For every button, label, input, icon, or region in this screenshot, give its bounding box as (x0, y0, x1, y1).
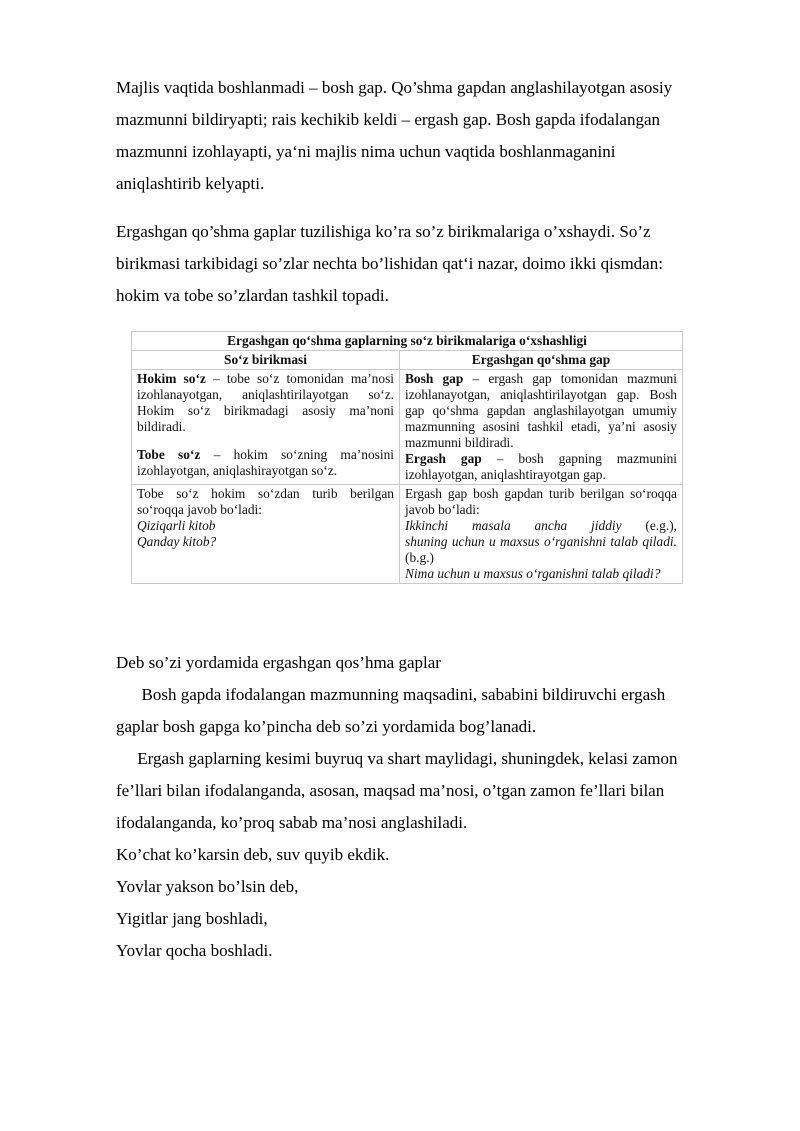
example-qanday-kitob: Qanday kitob? (137, 534, 217, 549)
paragraph1-line4: aniqlashtirib kelyapti. (116, 174, 265, 193)
paragraph4-line1: Ergash gaplarning kesimi buyruq va shart maylidagi, shuningdek, kelasi zamon (116, 749, 678, 768)
hokim-soz-text: – tobe so‘z tomonidan ma’nosi izohlanayotgan, aniqlashtirilayotgan so‘z. Hokim so‘z birikmadagi asosiy ma’noni bildiradi. (137, 371, 394, 434)
paragraph4-line2: fe’llari bilan ifodalanganda, asosan, maqsad ma’nosi, o’tgan zamon fe’llari bilan (116, 781, 665, 800)
example-line: Yovlar qocha boshladi. (116, 941, 273, 960)
ergash-gap-text: – bosh gapning mazmunini izohlayotgan, aniqlashtirayotgan gap. (405, 451, 677, 482)
hokim-soz-definition (137, 371, 394, 435)
term-bosh-gap: Bosh gap (405, 371, 464, 386)
example-line: Yigitlar jang boshladi, (116, 909, 268, 928)
term-hokim-soz: Hokim so‘z (137, 371, 206, 386)
example-nima-uchun: Nima uchun u maxsus o‘rganishni talab qiladi? (405, 566, 661, 581)
table-header-col2: Ergashgan qo‘shma gap (400, 351, 683, 370)
tobe-question-text: Tobe so‘z hokim so‘zdan turib berilgan so‘roqqa javob bo‘ladi: (137, 486, 394, 517)
paragraph2-line2: birikmasi tarkibidagi so’zlar nechta bo’lishidan qat‘i nazar, doimo ikki qismdan: (116, 254, 663, 273)
bosh-gap-text: – ergash gap tomonidan mazmuni izohlanayotgan, aniqlashtirilayotgan gap. Bosh gap qo‘shma gapdan anglashilayotgan umumiy mazmunning asosini tashkil etadi, ya’ni asosiy mazmunni bildiradi. (405, 371, 677, 450)
table-row (132, 370, 683, 485)
example-shuning-uchun (405, 534, 677, 566)
paragraph3-line2: gaplar bosh gapga ko’pincha deb so’zi yordamida bog’lanadi. (116, 717, 537, 736)
example-ikkinchi-masala-text: Ikkinchi masala ancha jiddiy (405, 518, 622, 533)
example-shuning-uchun-text: shuning uchun u maxsus o‘rganishni talab qiladi. (405, 534, 677, 549)
term-ergash-gap: Ergash gap (405, 451, 482, 466)
paragraph1-line1: Majlis vaqtida boshlanmadi – bosh gap. Qo’shma gapdan anglashilayotgan asosiy (116, 78, 673, 97)
paragraph1-line2: mazmunni bildiryapti; rais kechikib keldi – ergash gap. Bosh gapda ifodalangan (116, 110, 661, 129)
term-tobe-soz: Tobe so‘z (137, 447, 201, 462)
section-heading: Deb so’zi yordamida ergashgan qos’hma gaplar (116, 653, 441, 672)
table-cell-hokim-tobe (132, 370, 400, 485)
tag-bg: (b.g.) (405, 550, 435, 565)
table-header-col1: So‘z birikmasi (132, 351, 400, 370)
paragraph3-line1: Bosh gapda ifodalangan mazmunning maqsadini, sababini bildiruvchi ergash (116, 685, 666, 704)
paragraph2-line3: hokim va tobe so’zlardan tashkil topadi. (116, 286, 389, 305)
spacer (137, 435, 394, 447)
example-ikkinchi-masala (405, 518, 677, 534)
paragraph4-line3: ifodalanganda, ko’proq sabab ma’nosi anglashiladi. (116, 813, 468, 832)
table-cell-ergash-example (400, 485, 683, 584)
paragraph1-line3: mazmunni izohlayapti, ya‘ni majlis nima uchun vaqtida boshlanmaganini (116, 142, 616, 161)
table-title: Ergashgan qo‘shma gaplarning so‘z birikmalariga o‘xshashligi (132, 332, 683, 351)
example-line: Ko’chat ko’karsin deb, suv quyib ekdik. (116, 845, 390, 864)
example-qiziqarli-kitob: Qiziqarli kitob (137, 518, 216, 533)
bosh-gap-definition (405, 371, 677, 451)
ergash-question-text: Ergash gap bosh gapdan turib berilgan so‘roqqa javob bo‘ladi: (405, 486, 677, 517)
tag-eg: (e.g.), (621, 518, 678, 533)
comparison-table (131, 331, 683, 584)
tobe-soz-text: – hokim so‘zning ma’nosini izohlayotgan, aniqlashirayotgan so‘z. (137, 447, 394, 478)
tobe-soz-definition (137, 447, 394, 479)
paragraph2-line1: Ergashgan qo’shma gaplar tuzilishiga ko’ra so’z birikmalariga o’xshaydi. So’z (116, 222, 651, 241)
table-cell-tobe-example (132, 485, 400, 584)
example-line: Yovlar yakson bo’lsin deb, (116, 877, 299, 896)
table-cell-bosh-ergash (400, 370, 683, 485)
table-row (132, 485, 683, 584)
ergash-gap-definition (405, 451, 677, 483)
